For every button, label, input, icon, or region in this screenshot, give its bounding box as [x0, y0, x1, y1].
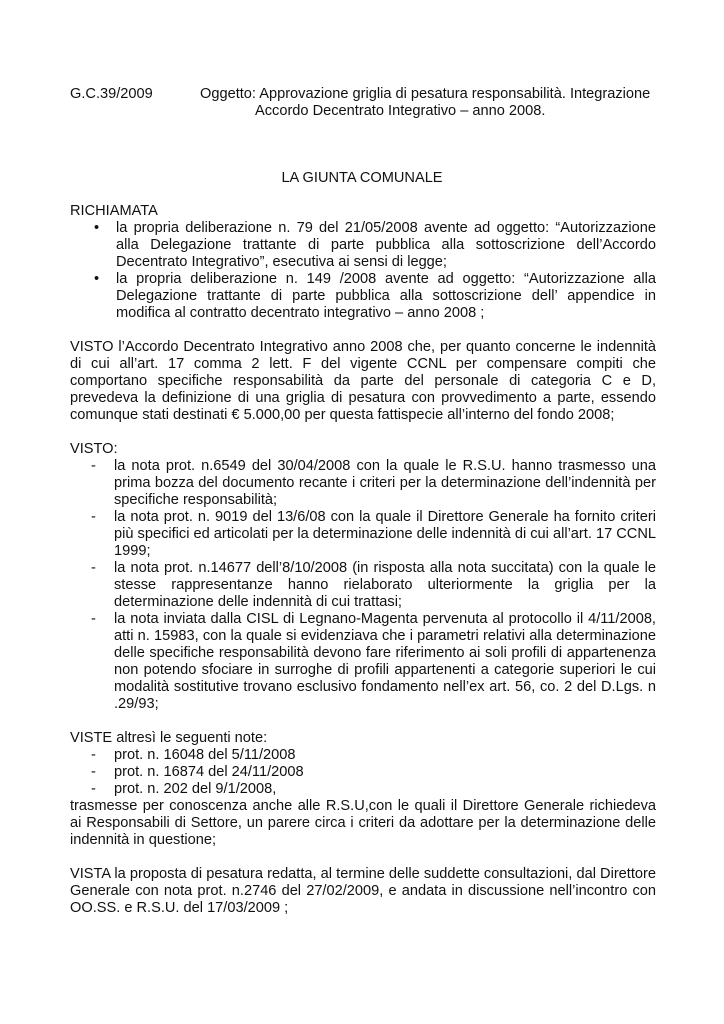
list-item: • la propria deliberazione n. 79 del 21/05/2008 avente ad oggetto: “Autorizzazione alla Delegazione trattante di parte pubblica alla sottoscrizione dell’Accordo Decentrato Integrativo”, esecutiva ai sensi di legge; — [70, 220, 656, 271]
subject-line-2: Accordo Decentrato Integrativo – anno 2008. — [255, 103, 546, 119]
subject — [200, 86, 660, 120]
visto-heading: VISTO: — [70, 441, 118, 457]
list-item: - prot. n. 16874 del 24/11/2008 — [70, 764, 656, 781]
viste-list — [70, 747, 656, 798]
richiamata-list — [70, 220, 656, 322]
viste-trailing-paragraph: trasmesse per conoscenza anche alle R.S.U,con le quali il Direttore Generale richiedeva ai Responsabili di Settore, un parere circa i criteri da adottare per la determinazione delle indennità in questione; — [70, 798, 656, 848]
subject-line-1: Oggetto: Approvazione griglia di pesatura responsabilità. Integrazione — [200, 86, 651, 102]
reference-number: G.C.39/2009 — [70, 86, 153, 102]
list-item: - la nota prot. n. 9019 del 13/6/08 con la quale il Direttore Generale ha fornito criteri più specifici ed articolati per la determinazione delle indennità di cui all’art. 17 CCNL 1999; — [70, 509, 656, 560]
richiamata-heading: RICHIAMATA — [70, 203, 158, 219]
visto-accordo-paragraph: VISTO l’Accordo Decentrato Integrativo anno 2008 che, per quanto concerne le indennità di cui all’art. 17 comma 2 lett. F del vigente CCNL per compensare compiti che comportano specifiche responsabilità da parte del personale di categoria C e D, prevedeva la definizione di una griglia di pesatura con provvedimento a parte, essendo comunque stati destinati € 5.000,00 per questa fattispecie all’interno del fondo 2008; — [70, 339, 656, 423]
document-title: LA GIUNTA COMUNALE — [281, 170, 443, 186]
list-item: - la nota prot. n.6549 del 30/04/2008 con la quale le R.S.U. hanno trasmesso una prima bozza del documento recante i criteri per la determinazione dell’indennità per specifiche responsabilità; — [70, 458, 656, 509]
vista-proposta-paragraph: VISTA la proposta di pesatura redatta, al termine delle suddette consultazioni, dal Direttore Generale con nota prot. n.2746 del 27/02/2009, e andata in discussione nell’incontro con OO.SS. e R.S.U. del 17/03/2009 ; — [70, 866, 656, 916]
visto-list — [70, 458, 656, 713]
list-item: - la nota prot. n.14677 dell’8/10/2008 (in risposta alla nota succitata) con la quale le stesse rappresentanze hanno rielaborato ulteriormente la griglia per la determinazione delle indennità di cui trattasi; — [70, 560, 656, 611]
list-item: • la propria deliberazione n. 149 /2008 avente ad oggetto: “Autorizzazione alla Delegazione trattante di parte pubblica alla sottoscrizione dell’ appendice in modifica al contratto decentrato integrativo – anno 2008 ; — [70, 271, 656, 322]
list-item: - la nota inviata dalla CISL di Legnano-Magenta pervenuta al protocollo il 4/11/2008, atti n. 15983, con la quale si evidenziava che i parametri relativi alla determinazione delle specifiche responsabilità devono fare riferimento ai soli profili di appartenenza non potendo sfociare in surroghe di profili appartenenti a categorie superiori le cui modalità sostitutive trovano esclusivo fondamento nell’ex art. 56, co. 2 del D.Lgs. n .29/93; — [70, 611, 656, 713]
list-item: - prot. n. 202 del 9/1/2008, — [70, 781, 656, 798]
list-item: - prot. n. 16048 del 5/11/2008 — [70, 747, 656, 764]
viste-heading: VISTE altresì le seguenti note: — [70, 730, 268, 746]
document-body — [70, 203, 656, 917]
